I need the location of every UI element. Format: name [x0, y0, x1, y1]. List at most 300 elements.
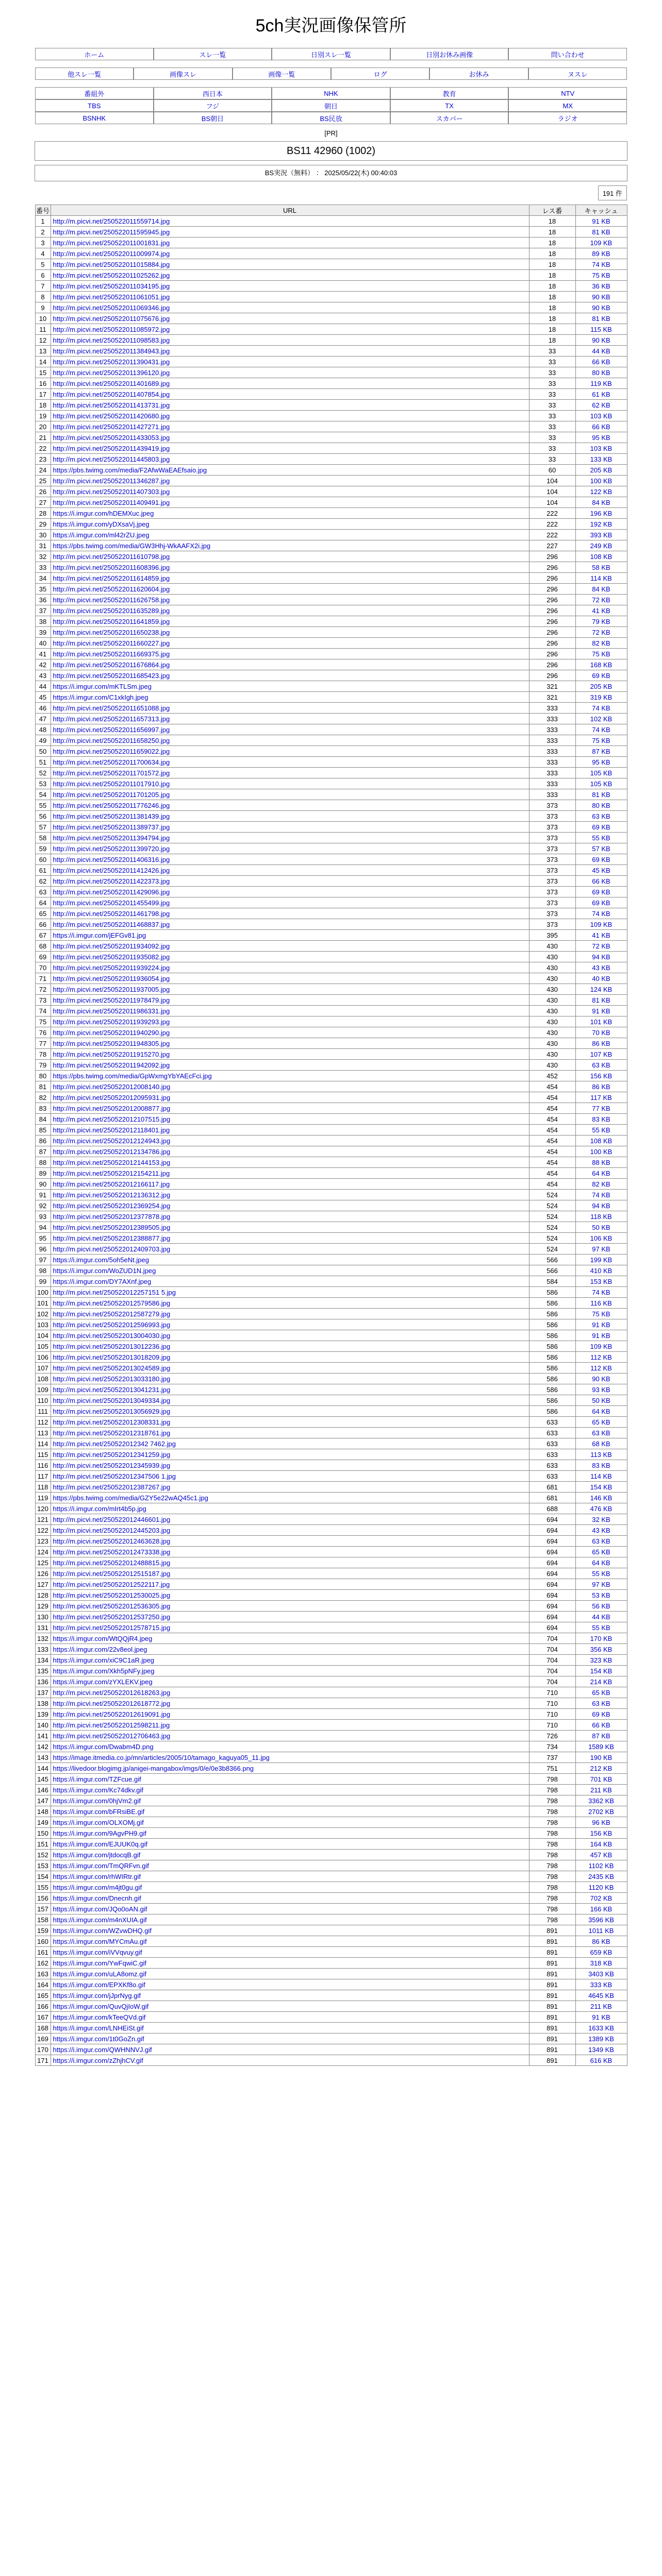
cache-link[interactable]: 50 KB [592, 1223, 610, 1231]
cache-link[interactable]: 109 KB [590, 1342, 613, 1350]
nav-link[interactable]: TX [445, 101, 454, 110]
cache-link[interactable]: 65 KB [592, 1688, 610, 1697]
cache-link[interactable]: 86 KB [592, 1937, 610, 1945]
image-url-link[interactable]: https://i.imgur.com/yDXsaVj.jpeg [53, 520, 150, 528]
nav-link[interactable]: 教育 [442, 90, 456, 98]
cache-link[interactable]: 116 KB [590, 1299, 612, 1307]
image-url-link[interactable]: http://m.picvi.net/250522011075676.jpg [53, 314, 170, 323]
cache-link[interactable]: 56 KB [592, 1602, 610, 1610]
cache-link[interactable]: 616 KB [590, 2056, 613, 2064]
cache-link[interactable]: 119 KB [590, 379, 612, 387]
nav-link[interactable]: TBS [88, 101, 101, 110]
cache-link[interactable]: 90 KB [592, 293, 610, 301]
cache-link[interactable]: 702 KB [590, 1894, 613, 1902]
image-url-link[interactable]: http://m.picvi.net/250522012257151 5.jpg [53, 1288, 176, 1296]
image-url-link[interactable]: http://m.picvi.net/250522012388877.jpg [53, 1234, 171, 1242]
image-url-link[interactable]: http://m.picvi.net/250522011407854.jpg [53, 390, 170, 398]
image-url-link[interactable]: http://m.picvi.net/250522012515187.jpg [53, 1569, 171, 1578]
cache-link[interactable]: 87 KB [592, 747, 610, 755]
image-url-link[interactable]: http://m.picvi.net/250522012134786.jpg [53, 1147, 171, 1156]
image-url-link[interactable]: http://m.picvi.net/250522011346287.jpg [53, 477, 170, 485]
cache-link[interactable]: 65 KB [592, 1418, 610, 1426]
cache-link[interactable]: 74 KB [592, 909, 610, 918]
nav-link[interactable]: スカパー [436, 114, 463, 123]
cache-link[interactable]: 72 KB [592, 942, 610, 950]
image-url-link[interactable]: http://m.picvi.net/250522013041231.jpg [53, 1385, 171, 1394]
image-url-link[interactable]: http://m.picvi.net/250522011468837.jpg [53, 920, 170, 928]
cache-link[interactable]: 170 KB [590, 1634, 613, 1642]
cache-link[interactable]: 701 KB [590, 1775, 613, 1783]
image-url-link[interactable]: http://m.picvi.net/250522011610798.jpg [53, 552, 170, 561]
cache-link[interactable]: 100 KB [590, 477, 613, 485]
image-url-link[interactable]: http://m.picvi.net/250522012345939.jpg [53, 1461, 171, 1469]
cache-link[interactable]: 66 KB [592, 877, 610, 885]
image-url-link[interactable]: https://i.imgur.com/QuvQjIoW.gif [53, 2002, 149, 2010]
cache-link[interactable]: 211 KB [590, 2002, 612, 2010]
cache-link[interactable]: 97 KB [592, 1245, 610, 1253]
image-url-link[interactable]: http://m.picvi.net/250522011937005.jpg [53, 985, 170, 993]
cache-link[interactable]: 109 KB [590, 239, 613, 247]
image-url-link[interactable]: http://m.picvi.net/250522011676864.jpg [53, 660, 170, 669]
nav-link[interactable]: MX [562, 101, 573, 110]
image-url-link[interactable]: https://i.imgur.com/mKTLSm.jpeg [53, 682, 152, 690]
cache-link[interactable]: 1633 KB [588, 2024, 614, 2032]
image-url-link[interactable]: http://m.picvi.net/250522011009974.jpg [53, 249, 170, 258]
cache-link[interactable]: 66 KB [592, 422, 610, 431]
cache-link[interactable]: 55 KB [592, 1623, 610, 1632]
image-url-link[interactable]: http://m.picvi.net/250522011439419.jpg [53, 444, 170, 452]
image-url-link[interactable]: http://m.picvi.net/250522011641859.jpg [53, 617, 170, 625]
image-url-link[interactable]: http://m.picvi.net/250522011608396.jpg [53, 563, 170, 571]
image-url-link[interactable]: http://m.picvi.net/250522012377878.jpg [53, 1212, 171, 1221]
image-url-link[interactable]: http://m.picvi.net/250522012389505.jpg [53, 1223, 171, 1231]
cache-link[interactable]: 69 KB [592, 899, 610, 907]
image-url-link[interactable]: http://m.picvi.net/250522012369254.jpg [53, 1201, 171, 1210]
cache-link[interactable]: 50 KB [592, 1396, 610, 1404]
cache-link[interactable]: 58 KB [592, 563, 610, 571]
image-url-link[interactable]: http://m.picvi.net/250522011001831.jpg [53, 239, 170, 247]
cache-link[interactable]: 83 KB [592, 1115, 610, 1123]
cache-link[interactable]: 80 KB [592, 368, 610, 377]
cache-link[interactable]: 75 KB [592, 736, 610, 744]
image-url-link[interactable]: https://i.imgur.com/Xkh5pNFy.jpeg [53, 1667, 155, 1675]
cache-link[interactable]: 45 KB [592, 866, 610, 874]
cache-link[interactable]: 249 KB [590, 541, 613, 550]
cache-link[interactable]: 103 KB [590, 412, 613, 420]
cache-link[interactable]: 124 KB [590, 985, 613, 993]
image-url-link[interactable]: http://m.picvi.net/250522011658250.jpg [53, 736, 170, 744]
image-url-link[interactable]: https://i.imgur.com/m4jt0gu.gif [53, 1883, 142, 1891]
image-url-link[interactable]: http://m.picvi.net/250522011650238.jpg [53, 628, 170, 636]
cache-link[interactable]: 53 KB [592, 1591, 610, 1599]
image-url-link[interactable]: http://m.picvi.net/250522011700634.jpg [53, 758, 170, 766]
image-url-link[interactable]: https://i.imgur.com/EPXKf8o.gif [53, 1980, 145, 1989]
image-url-link[interactable]: https://pbs.twimg.com/media/GZY5e22wAQ45c1.jpg [53, 1494, 208, 1502]
cache-link[interactable]: 112 KB [590, 1353, 612, 1361]
image-url-link[interactable]: http://m.picvi.net/250522011595945.jpg [53, 228, 170, 236]
cache-link[interactable]: 41 KB [592, 931, 610, 939]
image-url-link[interactable]: http://m.picvi.net/250522011422373.jpg [53, 877, 170, 885]
cache-link[interactable]: 44 KB [592, 1613, 610, 1621]
image-url-link[interactable]: http://m.picvi.net/250522011015884.jpg [53, 260, 170, 268]
cache-link[interactable]: 74 KB [592, 704, 610, 712]
cache-link[interactable]: 3403 KB [588, 1970, 614, 1978]
cache-link[interactable]: 2435 KB [588, 1872, 614, 1880]
image-url-link[interactable]: https://i.imgur.com/WZvwDHQ.gif [53, 1926, 152, 1935]
cache-link[interactable]: 2702 KB [588, 1807, 614, 1816]
image-url-link[interactable]: http://m.picvi.net/250522011986331.jpg [53, 1007, 170, 1015]
cache-link[interactable]: 55 KB [592, 834, 610, 842]
image-url-link[interactable]: http://m.picvi.net/250522012473338.jpg [53, 1548, 171, 1556]
image-url-link[interactable]: http://m.picvi.net/250522011620604.jpg [53, 585, 170, 593]
image-url-link[interactable]: https://i.imgur.com/1t0GoZn.gif [53, 2035, 144, 2043]
cache-link[interactable]: 115 KB [590, 325, 612, 333]
image-url-link[interactable]: https://i.imgur.com/OLXOMj.gif [53, 1818, 144, 1826]
cache-link[interactable]: 3362 KB [588, 1797, 614, 1805]
cache-link[interactable]: 199 KB [590, 1256, 613, 1264]
cache-link[interactable]: 41 KB [592, 606, 610, 615]
image-url-link[interactable]: http://m.picvi.net/250522012706463.jpg [53, 1732, 171, 1740]
cache-link[interactable]: 81 KB [592, 228, 610, 236]
cache-link[interactable]: 63 KB [592, 1537, 610, 1545]
image-url-link[interactable]: https://i.imgur.com/zYXLEKV.jpeg [53, 1677, 153, 1686]
image-url-link[interactable]: https://i.imgur.com/Dnecnh.gif [53, 1894, 141, 1902]
cache-link[interactable]: 57 KB [592, 844, 610, 853]
cache-link[interactable]: 90 KB [592, 1375, 610, 1383]
cache-link[interactable]: 80 KB [592, 801, 610, 809]
cache-link[interactable]: 91 KB [592, 1007, 610, 1015]
image-url-link[interactable]: http://m.picvi.net/250522012124943.jpg [53, 1137, 171, 1145]
image-url-link[interactable]: http://m.picvi.net/250522011657313.jpg [53, 715, 170, 723]
image-url-link[interactable]: https://image.itmedia.co.jp/mn/articles/2005/10/tamago_kaguya05_11.jpg [53, 1753, 270, 1761]
image-url-link[interactable]: http://m.picvi.net/250522012409703.jpg [53, 1245, 171, 1253]
image-url-link[interactable]: https://i.imgur.com/5oh5eNt.jpeg [53, 1256, 149, 1264]
cache-link[interactable]: 79 KB [592, 617, 610, 625]
cache-link[interactable]: 205 KB [590, 466, 613, 474]
cache-link[interactable]: 69 KB [592, 823, 610, 831]
image-url-link[interactable]: http://m.picvi.net/250522011061051.jpg [53, 293, 170, 301]
image-url-link[interactable]: http://m.picvi.net/250522011445803.jpg [53, 455, 170, 463]
image-url-link[interactable]: http://m.picvi.net/250522012463628.jpg [53, 1537, 171, 1545]
image-url-link[interactable]: https://i.imgur.com/EJUUK0q.gif [53, 1840, 148, 1848]
cache-link[interactable]: 113 KB [590, 1450, 612, 1459]
cache-link[interactable]: 1120 KB [588, 1883, 614, 1891]
image-url-link[interactable]: http://m.picvi.net/250522011935082.jpg [53, 953, 170, 961]
cache-link[interactable]: 107 KB [590, 1050, 613, 1058]
image-url-link[interactable]: http://m.picvi.net/250522011685423.jpg [53, 671, 170, 680]
image-url-link[interactable]: https://i.imgur.com/mIrt4b5p.jpg [53, 1504, 146, 1513]
cache-link[interactable]: 44 KB [592, 347, 610, 355]
cache-link[interactable]: 94 KB [592, 1201, 610, 1210]
cache-link[interactable]: 153 KB [590, 1277, 613, 1285]
image-url-link[interactable]: http://m.picvi.net/250522011406316.jpg [53, 855, 170, 863]
cache-link[interactable]: 75 KB [592, 271, 610, 279]
image-url-link[interactable]: http://m.picvi.net/250522011394794.jpg [53, 834, 170, 842]
image-url-link[interactable]: http://m.picvi.net/250522012387267.jpg [53, 1483, 171, 1491]
image-url-link[interactable]: http://m.picvi.net/250522012095931.jpg [53, 1093, 171, 1101]
image-url-link[interactable]: http://m.picvi.net/250522012537250.jpg [53, 1613, 171, 1621]
image-url-link[interactable]: http://m.picvi.net/250522012618772.jpg [53, 1699, 171, 1707]
cache-link[interactable]: 69 KB [592, 1710, 610, 1718]
image-url-link[interactable]: https://pbs.twimg.com/media/F2AfwWaEAEfsaio.jpg [53, 466, 207, 474]
nav-link[interactable]: お休み [469, 70, 489, 78]
image-url-link[interactable]: http://m.picvi.net/250522011098583.jpg [53, 336, 170, 344]
image-url-link[interactable]: http://m.picvi.net/250522012596993.jpg [53, 1320, 171, 1329]
cache-link[interactable]: 103 KB [590, 444, 613, 452]
cache-link[interactable]: 114 KB [590, 574, 612, 582]
image-url-link[interactable]: http://m.picvi.net/250522011381439.jpg [53, 812, 170, 820]
cache-link[interactable]: 81 KB [592, 314, 610, 323]
image-url-link[interactable]: http://m.picvi.net/250522012318761.jpg [53, 1429, 171, 1437]
cache-link[interactable]: 70 KB [592, 1028, 610, 1037]
image-url-link[interactable]: http://m.picvi.net/250522011429096.jpg [53, 888, 170, 896]
cache-link[interactable]: 4645 KB [588, 1991, 614, 1999]
image-url-link[interactable]: https://i.imgur.com/TZFcue.gif [53, 1775, 141, 1783]
image-url-link[interactable]: https://i.imgur.com/QWHNNVJ.gif [53, 2045, 152, 2054]
cache-link[interactable]: 117 KB [590, 1093, 612, 1101]
image-url-link[interactable]: http://m.picvi.net/250522011776246.jpg [53, 801, 170, 809]
cache-link[interactable]: 72 KB [592, 628, 610, 636]
image-url-link[interactable]: https://i.imgur.com/LNHEiSt.gif [53, 2024, 144, 2032]
cache-link[interactable]: 410 KB [590, 1266, 613, 1275]
nav-link[interactable]: 画像スレ [169, 70, 196, 78]
image-url-link[interactable]: http://m.picvi.net/250522011936054.jpg [53, 974, 170, 982]
image-url-link[interactable]: http://m.picvi.net/250522012530025.jpg [53, 1591, 171, 1599]
image-url-link[interactable]: http://m.picvi.net/250522011389737.jpg [53, 823, 170, 831]
cache-link[interactable]: 100 KB [590, 1147, 613, 1156]
image-url-link[interactable]: http://m.picvi.net/250522011455499.jpg [53, 899, 170, 907]
image-url-link[interactable]: http://m.picvi.net/250522011396120.jpg [53, 368, 170, 377]
cache-link[interactable]: 64 KB [592, 1558, 610, 1567]
image-url-link[interactable]: https://i.imgur.com/JQo0oAN.gif [53, 1905, 147, 1913]
image-url-link[interactable]: http://m.picvi.net/250522012107515.jpg [53, 1115, 171, 1123]
nav-link[interactable]: BS朝日 [201, 114, 224, 123]
cache-link[interactable]: 108 KB [590, 1137, 613, 1145]
cache-link[interactable]: 323 KB [590, 1656, 613, 1664]
image-url-link[interactable]: http://m.picvi.net/250522012008877.jpg [53, 1104, 171, 1112]
image-url-link[interactable]: http://m.picvi.net/250522013049334.jpg [53, 1396, 171, 1404]
cache-link[interactable]: 205 KB [590, 682, 613, 690]
cache-link[interactable]: 63 KB [592, 812, 610, 820]
cache-link[interactable]: 86 KB [592, 1082, 610, 1091]
nav-link[interactable]: ログ [373, 70, 387, 78]
image-url-link[interactable]: http://m.picvi.net/250522012308331.jpg [53, 1418, 171, 1426]
cache-link[interactable]: 81 KB [592, 996, 610, 1004]
cache-link[interactable]: 63 KB [592, 1699, 610, 1707]
nav-link[interactable]: 他スレ一覧 [68, 70, 102, 78]
cache-link[interactable]: 476 KB [590, 1504, 613, 1513]
nav-link[interactable]: フジ [206, 102, 220, 110]
cache-link[interactable]: 166 KB [590, 1905, 613, 1913]
cache-link[interactable]: 393 KB [590, 531, 613, 539]
image-url-link[interactable]: https://i.imgur.com/C1xkIgh.jpeg [53, 693, 148, 701]
cache-link[interactable]: 154 KB [590, 1483, 613, 1491]
cache-link[interactable]: 86 KB [592, 1039, 610, 1047]
image-url-link[interactable]: http://m.picvi.net/250522012619091.jpg [53, 1710, 171, 1718]
image-url-link[interactable]: http://m.picvi.net/250522011669375.jpg [53, 650, 170, 658]
cache-link[interactable]: 62 KB [592, 401, 610, 409]
nav-link[interactable]: 日別お休み画像 [426, 50, 473, 59]
cache-link[interactable]: 69 KB [592, 888, 610, 896]
image-url-link[interactable]: https://i.imgur.com/jEFGv81.jpg [53, 931, 146, 939]
cache-link[interactable]: 156 KB [590, 1829, 613, 1837]
cache-link[interactable]: 93 KB [592, 1385, 610, 1394]
cache-link[interactable]: 3596 KB [588, 1916, 614, 1924]
cache-link[interactable]: 164 KB [590, 1840, 613, 1848]
image-url-link[interactable]: http://m.picvi.net/250522011701572.jpg [53, 769, 170, 777]
cache-link[interactable]: 118 KB [590, 1212, 612, 1221]
nav-link[interactable]: 日別スレ一覧 [310, 50, 351, 59]
cache-link[interactable]: 91 KB [592, 1320, 610, 1329]
cache-link[interactable]: 1102 KB [588, 1861, 614, 1870]
cache-link[interactable]: 43 KB [592, 963, 610, 972]
nav-link[interactable]: NTV [561, 89, 575, 97]
image-url-link[interactable]: https://i.imgur.com/m4nXUIA.gif [53, 1916, 147, 1924]
image-url-link[interactable]: https://i.imgur.com/bFRsiBE.gif [53, 1807, 145, 1816]
cache-link[interactable]: 82 KB [592, 639, 610, 647]
nav-link[interactable]: NHK [324, 89, 338, 97]
image-url-link[interactable]: http://m.picvi.net/250522012347506 1.jpg [53, 1472, 176, 1480]
image-url-link[interactable]: http://m.picvi.net/250522011433053.jpg [53, 433, 170, 442]
cache-link[interactable]: 77 KB [592, 1104, 610, 1112]
image-url-link[interactable]: http://m.picvi.net/250522011660227.jpg [53, 639, 170, 647]
cache-link[interactable]: 81 KB [592, 790, 610, 799]
image-url-link[interactable]: http://m.picvi.net/250522011948305.jpg [53, 1039, 170, 1047]
image-url-link[interactable]: http://m.picvi.net/250522012579586.jpg [53, 1299, 171, 1307]
image-url-link[interactable]: http://m.picvi.net/250522013033180.jpg [53, 1375, 171, 1383]
image-url-link[interactable]: https://i.imgur.com/WoZUD1N.jpeg [53, 1266, 156, 1275]
cache-link[interactable]: 61 KB [592, 390, 610, 398]
image-url-link[interactable]: http://m.picvi.net/250522012598211.jpg [53, 1721, 170, 1729]
image-url-link[interactable]: http://m.picvi.net/250522011384943.jpg [53, 347, 170, 355]
image-url-link[interactable]: http://m.picvi.net/250522011017910.jpg [53, 779, 170, 788]
image-url-link[interactable]: http://m.picvi.net/250522012144153.jpg [53, 1158, 171, 1166]
cache-link[interactable]: 1011 KB [588, 1926, 614, 1935]
image-url-link[interactable]: http://m.picvi.net/250522011399720.jpg [53, 844, 170, 853]
cache-link[interactable]: 168 KB [590, 660, 613, 669]
image-url-link[interactable]: http://m.picvi.net/250522011420680.jpg [53, 412, 170, 420]
cache-link[interactable]: 190 KB [590, 1753, 613, 1761]
image-url-link[interactable]: http://m.picvi.net/250522011701205.jpg [53, 790, 170, 799]
cache-link[interactable]: 68 KB [592, 1439, 610, 1448]
image-url-link[interactable]: http://m.picvi.net/250522011656997.jpg [53, 725, 170, 734]
image-url-link[interactable]: http://m.picvi.net/250522011626758.jpg [53, 596, 170, 604]
nav-link[interactable]: 画像一覧 [268, 70, 295, 78]
image-url-link[interactable]: https://i.imgur.com/xiC9C1aR.jpeg [53, 1656, 155, 1664]
image-url-link[interactable]: https://i.imgur.com/TmQRFvn.gif [53, 1861, 149, 1870]
cache-link[interactable]: 356 KB [590, 1645, 613, 1653]
nav-link[interactable]: 朝日 [324, 102, 338, 110]
cache-link[interactable]: 95 KB [592, 758, 610, 766]
image-url-link[interactable]: https://i.imgur.com/kTeeQVd.gif [53, 2013, 146, 2021]
cache-link[interactable]: 333 KB [590, 1980, 613, 1989]
cache-link[interactable]: 102 KB [590, 715, 613, 723]
cache-link[interactable]: 84 KB [592, 585, 610, 593]
cache-link[interactable]: 55 KB [592, 1126, 610, 1134]
image-url-link[interactable]: https://i.imgur.com/hDEMXuc.jpeg [53, 509, 154, 517]
cache-link[interactable]: 91 KB [592, 217, 610, 225]
image-url-link[interactable]: http://m.picvi.net/250522012154211.jpg [53, 1169, 170, 1177]
nav-link[interactable]: ホーム [84, 50, 105, 59]
image-url-link[interactable]: http://m.picvi.net/250522012118401.jpg [53, 1126, 170, 1134]
cache-link[interactable]: 74 KB [592, 1191, 610, 1199]
image-url-link[interactable]: http://m.picvi.net/250522013012236.jpg [53, 1342, 171, 1350]
image-url-link[interactable]: https://i.imgur.com/DY7AXnf.jpeg [53, 1277, 152, 1285]
image-url-link[interactable]: https://pbs.twimg.com/media/GpWxmgYbYAEcFci.jpg [53, 1072, 212, 1080]
cache-link[interactable]: 90 KB [592, 303, 610, 312]
image-url-link[interactable]: http://m.picvi.net/250522012446601.jpg [53, 1515, 171, 1523]
image-url-link[interactable]: http://m.picvi.net/250522011559714.jpg [53, 217, 170, 225]
cache-link[interactable]: 63 KB [592, 1429, 610, 1437]
cache-link[interactable]: 66 KB [592, 358, 610, 366]
cache-link[interactable]: 106 KB [590, 1234, 613, 1242]
image-url-link[interactable]: http://m.picvi.net/250522012536305.jpg [53, 1602, 171, 1610]
cache-link[interactable]: 40 KB [592, 974, 610, 982]
cache-link[interactable]: 319 KB [590, 693, 613, 701]
image-url-link[interactable]: http://m.picvi.net/250522011401689.jpg [53, 379, 170, 387]
image-url-link[interactable]: http://m.picvi.net/250522011635289.jpg [53, 606, 170, 615]
image-url-link[interactable]: https://i.imgur.com/jJprNyg.gif [53, 1991, 141, 1999]
image-url-link[interactable]: http://m.picvi.net/250522011978479.jpg [53, 996, 170, 1004]
cache-link[interactable]: 32 KB [592, 1515, 610, 1523]
image-url-link[interactable]: http://m.picvi.net/250522012008140.jpg [53, 1082, 171, 1091]
cache-link[interactable]: 87 KB [592, 1732, 610, 1740]
image-url-link[interactable]: http://m.picvi.net/250522013024589.jpg [53, 1364, 171, 1372]
cache-link[interactable]: 66 KB [592, 1721, 610, 1729]
cache-link[interactable]: 214 KB [590, 1677, 613, 1686]
nav-link[interactable]: BSNHK [82, 114, 106, 122]
image-url-link[interactable]: https://i.imgur.com/rhWIRtr.gif [53, 1872, 141, 1880]
image-url-link[interactable]: https://i.imgur.com/zZhjhCV.gif [53, 2056, 143, 2064]
image-url-link[interactable]: http://m.picvi.net/250522011651088.jpg [53, 704, 170, 712]
image-url-link[interactable]: http://m.picvi.net/250522011942092.jpg [53, 1061, 170, 1069]
cache-link[interactable]: 63 KB [592, 1061, 610, 1069]
image-url-link[interactable]: http://m.picvi.net/250522011939293.jpg [53, 1018, 170, 1026]
image-url-link[interactable]: http://m.picvi.net/250522012136312.jpg [53, 1191, 171, 1199]
cache-link[interactable]: 146 KB [590, 1494, 613, 1502]
cache-link[interactable]: 101 KB [590, 1018, 613, 1026]
nav-link[interactable]: ラジオ [557, 114, 578, 123]
image-url-link[interactable]: http://m.picvi.net/250522011069346.jpg [53, 303, 170, 312]
cache-link[interactable]: 318 KB [590, 1959, 613, 1967]
cache-link[interactable]: 72 KB [592, 596, 610, 604]
image-url-link[interactable]: http://m.picvi.net/250522012587279.jpg [53, 1310, 171, 1318]
cache-link[interactable]: 1349 KB [588, 2045, 614, 2054]
cache-link[interactable]: 105 KB [590, 769, 613, 777]
cache-link[interactable]: 156 KB [590, 1072, 613, 1080]
cache-link[interactable]: 212 KB [590, 1764, 613, 1772]
cache-link[interactable]: 1389 KB [588, 2035, 614, 2043]
image-url-link[interactable]: http://m.picvi.net/250522011934092.jpg [53, 942, 170, 950]
cache-link[interactable]: 65 KB [592, 1548, 610, 1556]
image-url-link[interactable]: https://i.imgur.com/ml42rZU.jpeg [53, 531, 150, 539]
image-url-link[interactable]: http://m.picvi.net/250522012522117.jpg [53, 1580, 170, 1588]
cache-link[interactable]: 43 KB [592, 1526, 610, 1534]
nav-link[interactable]: 問い合わせ [551, 50, 585, 59]
nav-link[interactable]: ヌスレ [567, 70, 588, 78]
image-url-link[interactable]: http://m.picvi.net/250522011659022.jpg [53, 747, 170, 755]
cache-link[interactable]: 192 KB [590, 520, 613, 528]
image-url-link[interactable]: https://livedoor.blogimg.jp/anigei-mangabox/imgs/0/e/0e3b8366.png [53, 1764, 254, 1772]
cache-link[interactable]: 659 KB [590, 1948, 613, 1956]
nav-link[interactable]: 番組外 [84, 90, 105, 98]
image-url-link[interactable]: http://m.picvi.net/250522011940290.jpg [53, 1028, 170, 1037]
image-url-link[interactable]: https://i.imgur.com/9AgvPH9.gif [53, 1829, 146, 1837]
cache-link[interactable]: 97 KB [592, 1580, 610, 1588]
nav-link[interactable]: 西日本 [202, 90, 223, 98]
image-url-link[interactable]: http://m.picvi.net/250522011407303.jpg [53, 487, 170, 496]
image-url-link[interactable]: http://m.picvi.net/250522011427271.jpg [53, 422, 170, 431]
